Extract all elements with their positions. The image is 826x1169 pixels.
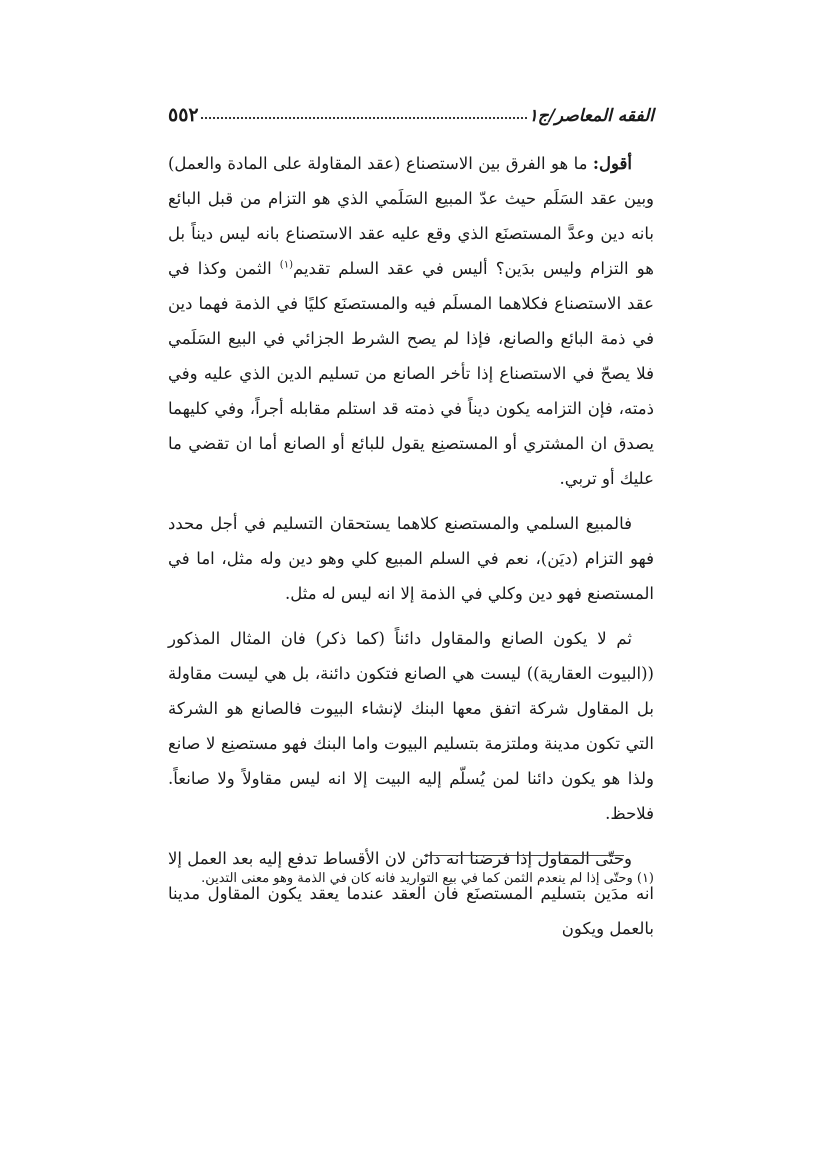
paragraph <box>168 146 654 496</box>
paragraph <box>168 621 654 831</box>
paragraph-text-continued: الثمن وكذا في عقد الاستصناع فكلاهما المسلَم فيه والمستصنَع كليًا في الذمة فهما دين في ذمة البائع والصانع، فإذا لم يصح الشرط الجزائي في البيع السَلَمي فلا يصحّ في الاستصناع إذا تأخر الصانع من تسليم الدين الذي عليه وفي ذمته، فإن التزامه يكون ديناً في ذمته قد استلم مقابله أجراً، وفي كليهما يصدق ان المشتري أو المستصنِع يقول للبائع أو الصانع أما ان تقضي ما عليك أو تربي. <box>168 259 654 488</box>
page-header <box>168 92 654 126</box>
footnote: (١) وحتّى إذا لم ينعدم الثمن كما في بيع التواريد فانه كان في الذمة وهو معنى التدين. <box>201 871 654 886</box>
lead-term: أقول: <box>592 154 632 173</box>
dotted-leader <box>201 117 527 119</box>
main-text <box>168 146 654 956</box>
paragraph-text: ما هو الفرق بين الاستصناع (عقد المقاولة على المادة والعمل) وبين عقد السَلَم حيث عدّ المبيع السَلَمي الذي هو التزام من قبل البائع بانه دين وعدَّ المستصنَع الذي وقع عليه عقد الاستصناع بانه ليس ديناً بل هو التزام وليس بدَين؟ أليس في عقد السلم تقديم <box>168 154 654 278</box>
page-number: ٥٥٢ <box>168 104 199 126</box>
footnote-reference: (١) <box>279 259 293 271</box>
running-title: الفقه المعاصر/ج١ <box>528 106 654 126</box>
paragraph-text: فالمبيع السلمي والمستصنع كلاهما يستحقان التسليم في أجل محدد فهو التزام (ديَن)، نعم في السلم المبيع كلي وهو دين وله مثل، اما في المستصنع فهو دين وكلي في الذمة إلا انه ليس له مثل. <box>168 514 654 603</box>
paragraph <box>168 506 654 611</box>
paragraph-text: ثم لا يكون الصانع والمقاول دائناً (كما ذكر) فان المثال المذكور ((البيوت العقارية)) ليست هي الصانع فتكون دائنة، بل هي ليست مقاولة بل المقاول شركة اتفق معها البنك لإنشاء البيوت فالصانع هو الشركة التي تكون مدينة وملتزمة بتسليم البيوت واما البنك فهو مستصنِع لا صانع ولذا هو يكون دائنا لمن يُسلّم إليه البيت إلا انه ليس مقاولاً ولا صانعاً. فلاحظ. <box>168 629 654 823</box>
paragraph-text: وحتّى المقاول إذا فرضنا انه دائن لان الأقساط تدفع إليه بعد العمل إلا انه مدَين بتسليم المستصنَع فان العقد عندما يعقد يكون المقاول مدينا بالعمل ويكون <box>168 849 654 938</box>
paragraph <box>168 841 654 946</box>
footnote-separator <box>424 855 624 856</box>
